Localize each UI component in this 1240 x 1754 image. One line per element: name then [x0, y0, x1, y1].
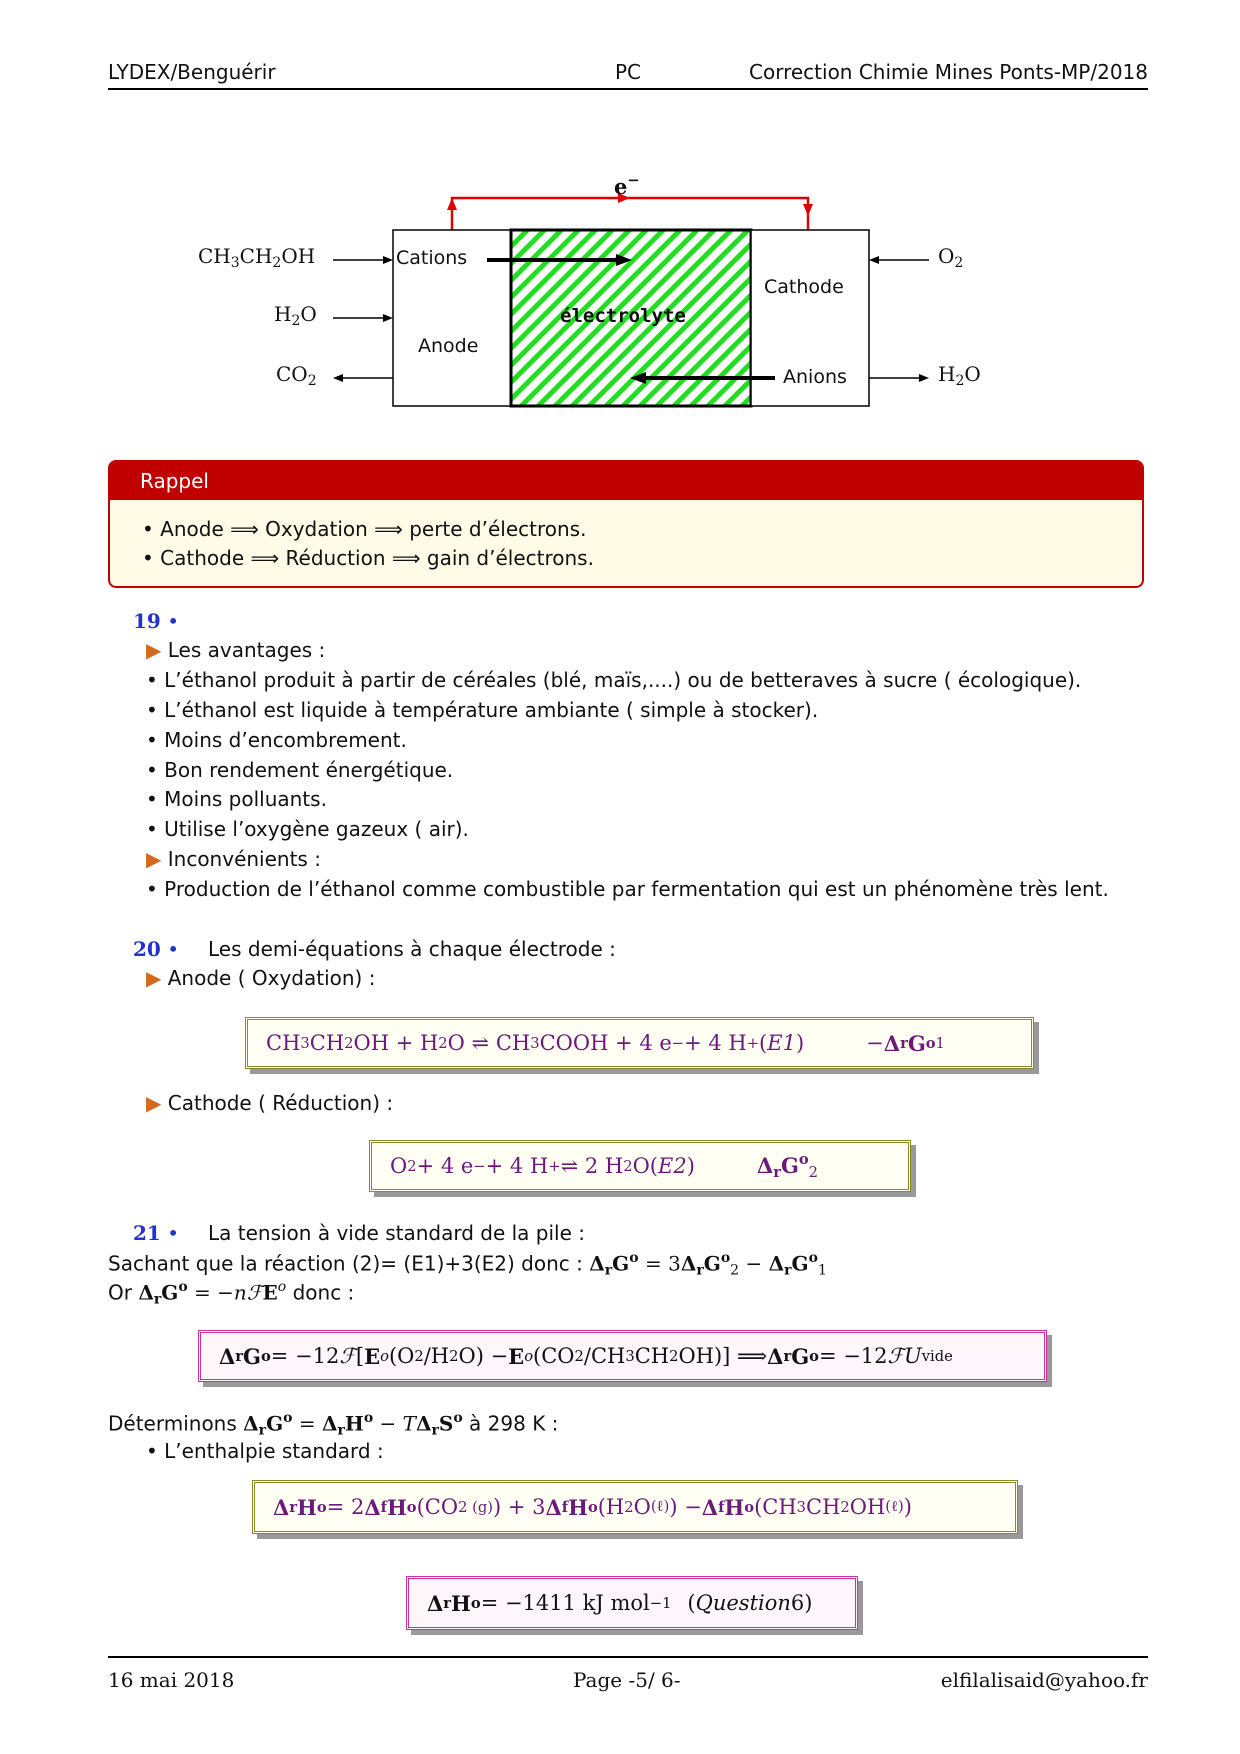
list-item: • Production de l’éthanol comme combustible par fermentation qui est un phénomène très lent.	[146, 877, 1109, 901]
cathode-label: Cathode	[764, 276, 844, 298]
co2-label: $CO_2$	[276, 362, 317, 390]
rappel-box	[108, 460, 1144, 588]
q21-or-line: Or $\Delta_rG^o$ = −nℱE$^o$ donc :	[108, 1279, 355, 1308]
co2-out-arrow	[333, 374, 343, 382]
list-item: • Moins d’encombrement.	[146, 728, 407, 752]
anode-half-equation: CH 3 CH 2 OH + H 2 O ⇌ CH 3 COOH + 4 e − + 4 H + ( E1 ) − Δ r G o 1	[245, 1017, 1034, 1069]
header-rule	[108, 88, 1148, 90]
q20-anode-title: ▶ Anode ( Oxydation) :	[146, 966, 376, 990]
q20-heading: 20 •	[133, 937, 179, 961]
rappel-title: Rappel	[110, 462, 1142, 500]
o2-in-arrow	[869, 256, 879, 264]
q21-heading: 21 •	[133, 1221, 179, 1245]
q19-inconvenients-title: ▶ Inconvénients :	[146, 847, 321, 871]
ethanol-label: $CH_3CH_2OH$	[198, 244, 316, 272]
water-out-arrow	[919, 374, 929, 382]
header-center: PC	[615, 60, 642, 84]
water-label: $H_2O$	[274, 302, 317, 330]
fuel-cell-diagram	[0, 160, 1240, 420]
delta-g-formula-box: Δ r G o = −12 ℱ [ E o (O 2 /H 2 O) − E o (CO 2 /CH 3 CH 2 OH)] ⟹ Δ r G o = −12 ℱ U vide	[198, 1330, 1047, 1382]
water-in-arrow	[383, 314, 393, 322]
o2-label: $O_2$	[938, 244, 964, 272]
electron-path	[452, 198, 808, 205]
cathode-half-equation: O 2 + 4 e − + 4 H + ⇌ 2 H 2 O( E2 ) $\Delta_rG^o_2$	[369, 1140, 911, 1192]
q20-cathode-title: ▶ Cathode ( Réduction) :	[146, 1091, 394, 1115]
q21-title: La tension à vide standard de la pile :	[208, 1221, 585, 1245]
rappel-item: • Anode ⟹ Oxydation ⟹ perte d’électrons.	[142, 517, 587, 541]
q19-advantages-title: ▶ Les avantages :	[146, 638, 326, 662]
enthalpy-value-box: Δ r H o = −1411 kJ mol −1 ( Question 6)	[406, 1576, 858, 1630]
list-item: • Moins polluants.	[146, 787, 327, 811]
q21-enthalpy-title: • L’enthalpie standard :	[146, 1439, 384, 1463]
footer-rule	[108, 1656, 1148, 1658]
anions-label: Anions	[783, 366, 847, 388]
q19-heading: 19 •	[133, 609, 179, 633]
water-out-label: $H_2O$	[938, 362, 981, 390]
enthalpy-formula-box: Δ r H o = 2 Δ f H o (CO 2 (g) ) + 3 Δ f H o (H 2 O (ℓ) ) − Δ f H o (CH 3 CH 2 OH (ℓ) )	[252, 1480, 1018, 1534]
ethanol-in-arrow	[383, 256, 393, 264]
list-item: • L’éthanol produit à partir de céréales (blé, maïs,....) ou de betteraves à sucre ( écologique).	[146, 668, 1082, 692]
header-left: LYDEX/Benguérir	[108, 60, 276, 84]
list-item: • Bon rendement énergétique.	[146, 758, 454, 782]
footer-email: elfilalisaid@yahoo.fr	[940, 1668, 1148, 1692]
anode-label: Anode	[418, 335, 479, 357]
cations-label: Cations	[396, 247, 468, 269]
electron-label: e−	[614, 172, 640, 199]
footer-page: Page -5/ 6-	[573, 1668, 681, 1692]
footer-date: 16 mai 2018	[108, 1668, 235, 1692]
q21-relation-line: Sachant que la réaction (2)= (E1)+3(E2) donc : $\Delta_rG^o = 3\Delta_rG^o_2 - \Delta_rG^o_1$	[108, 1250, 827, 1279]
rappel-item: • Cathode ⟹ Réduction ⟹ gain d’électrons.	[142, 546, 594, 570]
q21-determinons-line: Déterminons $\Delta_rG^o = \Delta_rH^o - T\Delta_rS^o$ à 298 K :	[108, 1410, 559, 1439]
electrolyte-label: électrolyte	[560, 305, 686, 327]
list-item: • L’éthanol est liquide à température ambiante ( simple à stocker).	[146, 698, 819, 722]
header-right: Correction Chimie Mines Ponts-MP/2018	[749, 60, 1148, 84]
q20-title: Les demi-équations à chaque électrode :	[208, 937, 616, 961]
list-item: • Utilise l’oxygène gazeux ( air).	[146, 817, 469, 841]
